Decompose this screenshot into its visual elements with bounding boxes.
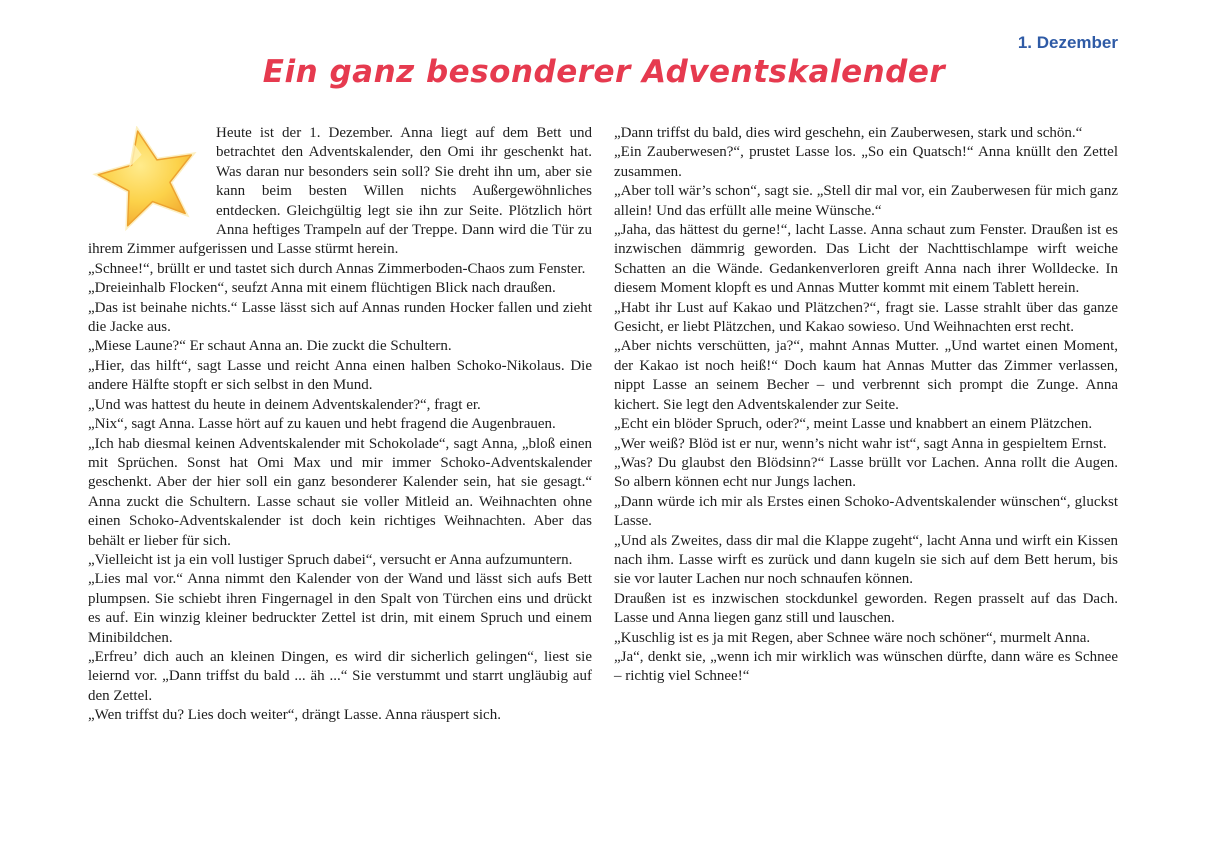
- story-paragraph: „Und als Zweites, dass dir mal die Klappe zugeht“, lacht Anna und wirft ein Kissen nach ihm. Lasse wirft es zurück und dann kugeln sie sich auf dem Bett herum, bis sie vor lauter Lachen nur noch schnaufen können.: [614, 532, 1118, 588]
- story-paragraph: „Wen triffst du? Lies doch weiter“, drängt Lasse. Anna räuspert sich.: [88, 707, 501, 724]
- story-paragraph: „Nix“, sagt Anna. Lasse hört auf zu kauen und hebt fragend die Augenbrauen.: [88, 416, 556, 433]
- story-paragraph: „Echt ein blöder Spruch, oder?“, meint Lasse und knabbert an einem Plätzchen.: [614, 416, 1093, 433]
- story-paragraph: „Aber nichts verschütten, ja?“, mahnt Annas Mutter. „Und wartet einen Moment, der Kakao ist noch heiß!“ Doch kaum hat Annas Mutter das Zimmer verlassen, nippt Lasse an seinem Becher – und verbrennt sich prompt die Zunge. Anna kichert. Sie legt den Adventskalender zur Seite.: [614, 338, 1118, 413]
- story-paragraph: „Ein Zauberwesen?“, prustet Lasse los. „So ein Quatsch!“ Anna knüllt den Zettel zusammen.: [614, 144, 1118, 180]
- story-paragraph: „Ich hab diesmal keinen Adventskalender mit Schokolade“, sagt Anna, „bloß einen mit Sprüchen. Sonst hat Omi Max und mir immer Schoko-Adventskalender geschenkt. Aber der hier soll ein ganz besonderer Kalender sein, hat sie gesagt.“ Anna zuckt die Schultern. Lasse schaut sie voller Mitleid an. Weihnachten ohne einen Schoko-Adventskalender ist doch kein richtiges Weihnachten. Aber das behält er lieber für sich.: [88, 435, 592, 549]
- star-icon: [88, 126, 208, 232]
- story-paragraph: „Lies mal vor.“ Anna nimmt den Kalender von der Wand und lässt sich aufs Bett plumpsen. Sie schiebt ihren Fingernagel in den Spalt von Türchen eins und drückt es auf. Ein winzig kleiner bedruckter Zettel ist drin, mit einem Spruch und einem Minibildchen.: [88, 571, 592, 646]
- story-paragraph: „Jaha, das hättest du gerne!“, lacht Lasse. Anna schaut zum Fenster. Draußen ist es inzwischen dämmrig geworden. Das Licht der Nachttischlampe wirft weiche Schatten an die Wände. Gedankenverloren greift Anna nach ihrer Wolldecke. In diesem Moment klopft es und Annas Mutter kommt mit einem Tablett herein.: [614, 222, 1118, 297]
- date-header: 1. Dezember: [1017, 33, 1118, 52]
- story-paragraph: „Was? Du glaubst den Blödsinn?“ Lasse brüllt vor Lachen. Anna rollt die Augen. So albern können echt nur Jungs lachen.: [614, 454, 1118, 491]
- story-paragraph: „Schnee!“, brüllt er und tastet sich durch Annas Zimmerboden-Chaos zum Fenster.: [88, 260, 586, 277]
- story-paragraph: „Hier, das hilft“, sagt Lasse und reicht Anna einen halben Schoko-Nikolaus. Die andere Hälfte stopft er sich selbst in den Mund.: [88, 357, 592, 394]
- story-paragraph: „Dann würde ich mir als Erstes einen Schoko-Adventskalender wünschen“, gluckst Lasse.: [614, 493, 1118, 530]
- story-paragraph: „Und was hattest du heute in deinem Adventskalender?“, fragt er.: [88, 396, 481, 413]
- story-paragraph: „Aber toll wär’s schon“, sagt sie. „Stell dir mal vor, ein Zauberwesen für mich ganz allein! Und das erfüllt alle meine Wünsche.“: [614, 183, 1118, 219]
- left-column: [88, 124, 592, 726]
- story-paragraph: „Kuschlig ist es ja mit Regen, aber Schnee wäre noch schöner“, murmelt Anna.: [614, 629, 1091, 646]
- page-title: Ein ganz besonderer Adventskalender: [262, 54, 946, 90]
- story-paragraph: Heute ist der 1. Dezember. Anna liegt auf dem Bett und betrachtet den Adventskalender, den Omi ihr geschenkt hat. Was daran nur besonders sein soll? Sie dreht ihn um, aber sie kann beim besten Willen nichts Außergewöhnliches entdecken. Gleichgültig legt sie ihn zur Seite. Plötzlich hört Anna heftiges Trampeln auf der Treppe. Dann wird die Tür zu ihrem Zimmer aufgerissen und Lasse stürmt herein.: [88, 125, 592, 258]
- story-paragraph: „Wer weiß? Blöd ist er nur, wenn’s nicht wahr ist“, sagt Anna in gespieltem Ernst.: [614, 435, 1107, 452]
- story-paragraph: „Miese Laune?“ Er schaut Anna an. Die zuckt die Schultern.: [88, 338, 452, 355]
- story-paragraph: „Das ist beinahe nichts.“ Lasse lässt sich auf Annas runden Hocker fallen und zieht die Jacke aus.: [88, 299, 592, 336]
- story-paragraph: „Ja“, denkt sie, „wenn ich mir wirklich was wünschen dürfte, dann wäre es Schnee – richtig viel Schnee!“: [614, 648, 1118, 685]
- story-columns: [0, 124, 1208, 726]
- story-paragraph: Draußen ist es inzwischen stockdunkel geworden. Regen prasselt auf das Dach. Lasse und Anna liegen ganz still und lauschen.: [614, 590, 1118, 627]
- story-paragraph: „Dreieinhalb Flocken“, seufzt Anna mit einem flüchtigen Blick nach draußen.: [88, 280, 556, 297]
- story-paragraph: „Habt ihr Lust auf Kakao und Plätzchen?“, fragt sie. Lasse strahlt über das ganze Gesicht, er liebt Plätzchen, und Kakao sowieso. Und Weihnachten erst recht.: [614, 299, 1118, 336]
- story-paragraph: „Dann triffst du bald, dies wird geschehn, ein Zauberwesen, stark und schön.“: [614, 125, 1083, 141]
- story-paragraph: „Vielleicht ist ja ein voll lustiger Spruch dabei“, versucht er Anna aufzumuntern.: [88, 551, 573, 568]
- right-column: [614, 124, 1118, 726]
- story-paragraph: „Erfreu’ dich auch an kleinen Dingen, es wird dir sicherlich gelingen“, liest sie leiernd vor. „Dann triffst du bald ... äh ...“ Sie verstummt und starrt ungläubig auf den Zettel.: [88, 648, 592, 704]
- star-illustration: [88, 126, 208, 232]
